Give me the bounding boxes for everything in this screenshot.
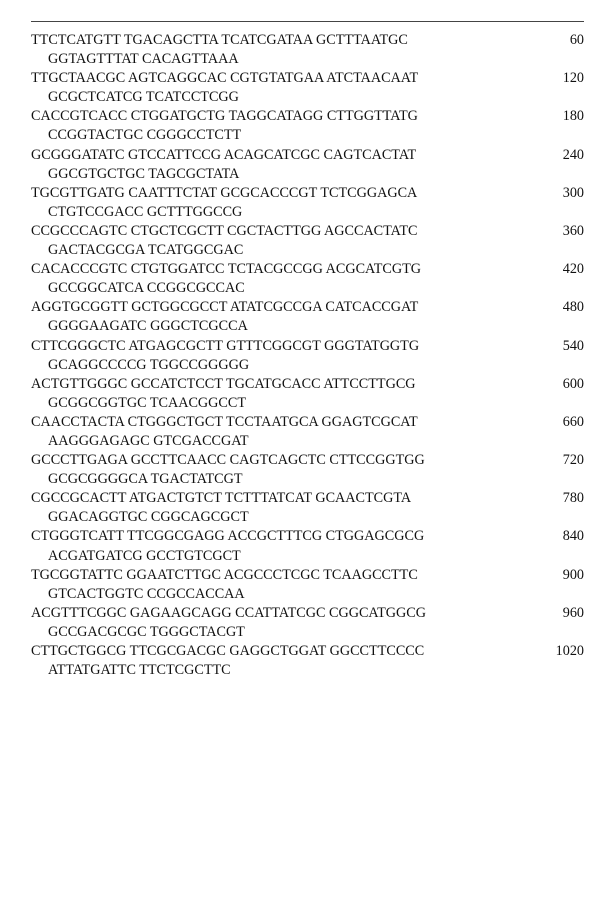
sequence-line: CTGGGTCATT TTCGGCGAGG ACCGCTTTCG CTGGAGCGCG [31,528,425,545]
sequence-entry [31,260,584,298]
sequence-continuation-line: GTCACTGGTC CCGCCACCAA [48,585,245,602]
sequence-continuation-line: GCGCTCATCG TCATCCTCGG [48,89,239,106]
position-number: 960 [562,604,584,621]
sequence-entry [31,222,584,260]
position-number: 780 [562,490,584,507]
sequence-entry [31,642,584,680]
sequence-entry [31,527,584,565]
position-number: 120 [562,70,584,87]
sequence-entry [31,337,584,375]
sequence-line: ACTGTTGGGC GCCATCTCCT TGCATGCACC ATTCCTTGCG [31,375,416,392]
sequence-continuation-line: CCGGTACTGC CGGGCCTCTT [48,127,242,144]
position-number: 540 [562,337,584,354]
sequence-line: GCCCTTGAGA GCCTTCAACC CAGTCAGCTC CTTCCGGTGG [31,452,425,469]
top-horizontal-rule [31,21,584,22]
sequence-continuation-line: GCAGGCCCCG TGGCCGGGGG [48,356,250,373]
position-number: 660 [562,413,584,430]
sequence-line: TGCGGTATTC GGAATCTTGC ACGCCCTCGC TCAAGCCTTC [31,566,418,583]
sequence-line: CACCGTCACC CTGGATGCTG TAGGCATAGG CTTGGTTATG [31,108,418,125]
sequence-entry [31,107,584,145]
sequence-line: TTCTCATGTT TGACAGCTTA TCATCGATAA GCTTTAATGC [31,32,408,48]
sequence-entry [31,566,584,604]
sequence-entry [31,184,584,222]
sequence-entry [31,146,584,184]
sequence-listing [31,31,584,680]
position-number: 1020 [555,643,584,659]
sequence-entry [31,31,584,69]
position-number: 180 [562,108,584,125]
sequence-line: CGCCGCACTT ATGACTGTCT TCTTTATCAT GCAACTCGTA [31,490,412,507]
position-number: 60 [569,32,584,48]
sequence-continuation-line: CTGTCCGACC GCTTTGGCCG [48,203,243,220]
sequence-line: CTTCGGGCTC ATGAGCGCTT GTTTCGGCGT GGGTATGGTG [31,337,420,354]
sequence-continuation-line: GACTACGCGA TCATGGCGAC [48,242,244,259]
sequence-continuation-line: GGACAGGTGC CGGCAGCGCT [48,509,249,526]
position-number: 240 [562,146,584,163]
sequence-continuation-line: GGGGAAGATC GGGCTCGCCA [48,318,248,335]
sequence-continuation-line: GGCGTGCTGC TAGCGCTATA [48,165,240,182]
sequence-continuation-line: GCCGGCATCA CCGGCGCCAC [48,280,245,297]
sequence-entry [31,69,584,107]
sequence-line: GCGGGATATC GTCCATTCCG ACAGCATCGC CAGTCACTAT [31,146,417,163]
sequence-line: CTTGCTGGCG TTCGCGACGC GAGGCTGGAT GGCCTTCCCC [31,643,425,659]
sequence-entry [31,489,584,527]
sequence-continuation-line: GCGGCGGTGC TCAACGGCCT [48,394,246,411]
sequence-continuation-line: ACGATGATCG GCCTGTCGCT [48,547,241,564]
position-number: 840 [562,528,584,545]
sequence-line: CCGCCCAGTC CTGCTCGCTT CGCTACTTGG AGCCACTATC [31,222,418,239]
sequence-continuation-line: AAGGGAGAGC GTCGACCGAT [48,432,249,449]
sequence-continuation-line: GCGCGGGGCA TGACTATCGT [48,471,243,488]
position-number: 360 [562,222,584,239]
sequence-line: CAACCTACTA CTGGGCTGCT TCCTAATGCA GGAGTCGCAT [31,413,418,430]
position-number: 480 [562,299,584,316]
sequence-continuation-line: GGTAGTTTAT CACAGTTAAA [48,51,239,68]
position-number: 600 [562,375,584,392]
sequence-line: TGCGTTGATG CAATTTCTAT GCGCACCCGT TCTCGGAGCA [31,184,418,201]
sequence-continuation-line: GCCGACGCGC TGGGCTACGT [48,623,245,640]
sequence-continuation-line: ATTATGATTC TTCTCGCTTC [48,662,231,679]
sequence-entry [31,604,584,642]
position-number: 720 [562,452,584,469]
sequence-entry [31,413,584,451]
sequence-line: CACACCCGTC CTGTGGATCC TCTACGCCGG ACGCATCGTG [31,261,421,278]
position-number: 300 [562,184,584,201]
sequence-line: ACGTTTCGGC GAGAAGCAGG CCATTATCGC CGGCATGGCG [31,604,426,621]
position-number: 420 [562,261,584,278]
sequence-entry [31,451,584,489]
sequence-line: TTGCTAACGC AGTCAGGCAC CGTGTATGAA ATCTAACAAT [31,70,419,87]
sequence-entry [31,375,584,413]
sequence-line: AGGTGCGGTT GCTGGCGCCT ATATCGCCGA CATCACCGAT [31,299,419,316]
sequence-entry [31,298,584,336]
position-number: 900 [562,566,584,583]
